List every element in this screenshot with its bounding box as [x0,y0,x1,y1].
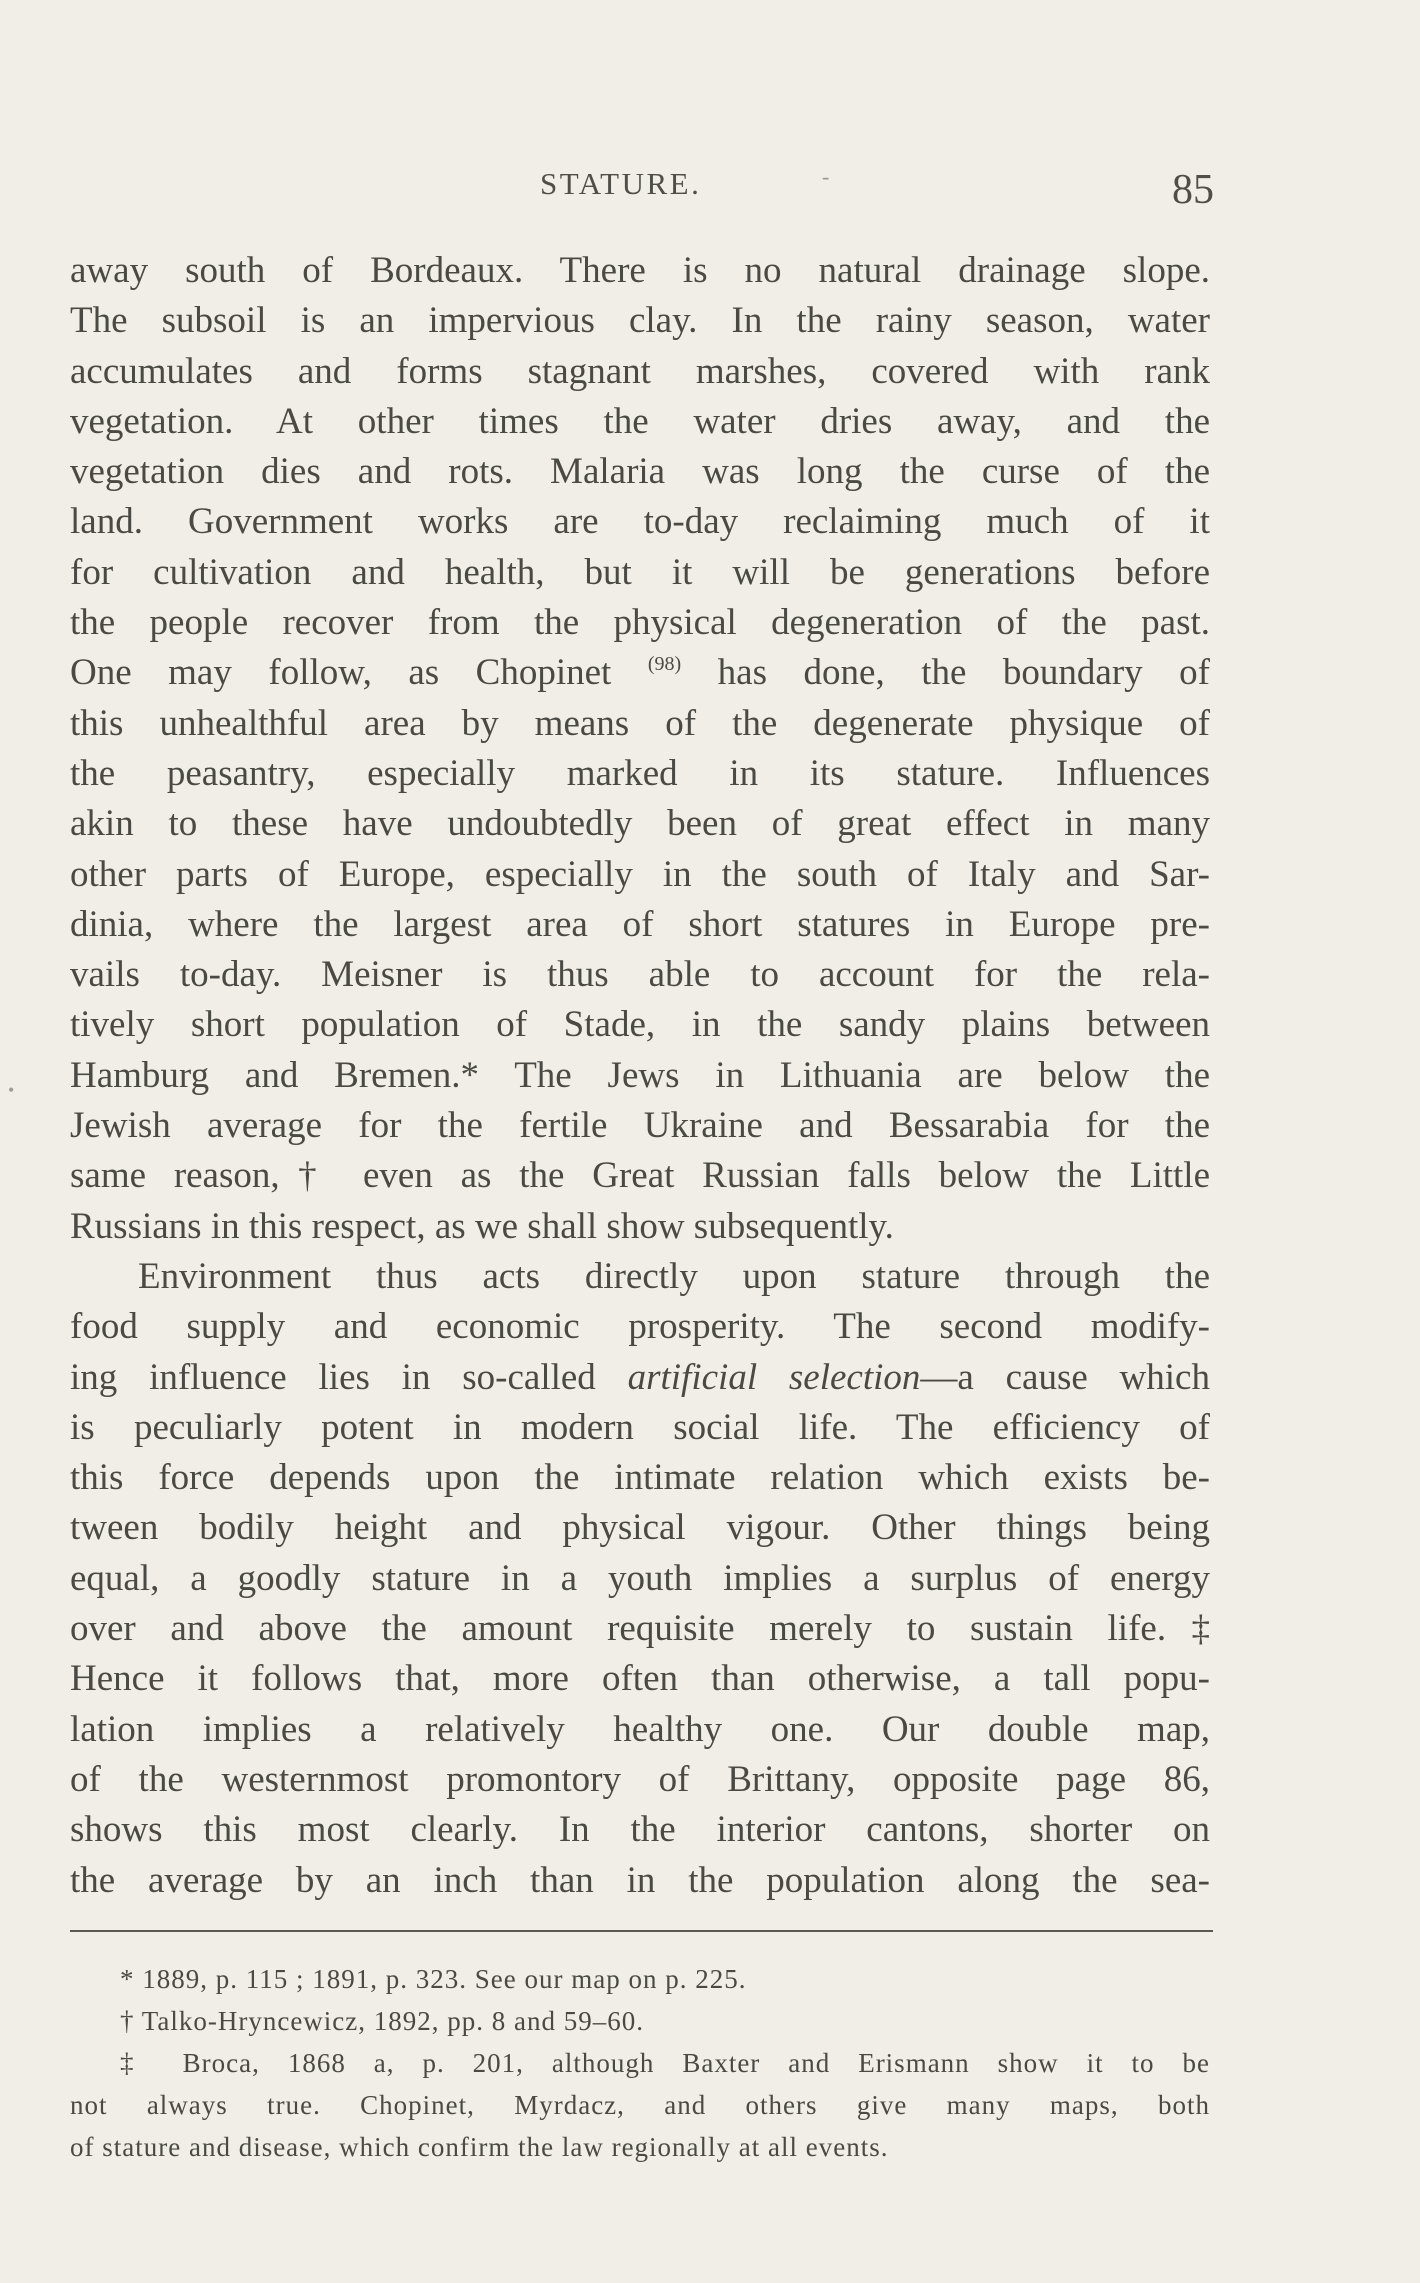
text-line: same reason,† even as the Great Russian falls below the Little [70,1155,1210,1197]
text-line: this unhealthful area by means of the degenerate physique of [70,702,1210,744]
text-line: akin to these have undoubtedly been of great effect in many [70,803,1210,845]
text-line: of the westernmost promontory of Brittany, opposite page 86, [70,1758,1210,1800]
text-line: One may follow, as Chopinet $^{(98)}$ has done, the boundary of [70,652,1210,694]
text-line: lation implies a relatively healthy one. Our double map, [70,1708,1210,1750]
text-line: Jewish average for the fertile Ukraine and Bessarabia for the [70,1105,1210,1147]
text-line: Hence it follows that, more often than otherwise, a tall popu- [70,1658,1210,1700]
citation-superscript: (98) [647,653,682,676]
text-line: this force depends upon the intimate relation which exists be- [70,1457,1210,1499]
text-line: ing influence lies in so-called artificial selection—a cause which [70,1356,1210,1398]
text-line: tively short population of Stade, in the sandy plains between [70,1004,1210,1046]
text-line: tween bodily height and physical vigour. Other things being [70,1507,1210,1549]
text-line: The subsoil is an impervious clay. In the rainy season, water [70,300,1210,342]
text-line: the average by an inch than in the population along the sea- [70,1859,1210,1901]
text-line: equal, a goodly stature in a youth implies a surplus of energy [70,1557,1210,1599]
text-line: for cultivation and health, but it will be generations before [70,551,1210,593]
text-line: over and above the amount requisite merely to sustain life.‡ [70,1608,1210,1650]
text-line: away south of Bordeaux. There is no natural drainage slope. [70,250,1210,291]
running-head [70,160,1214,213]
text-line: Environment thus acts directly upon stature through the [138,1255,1210,1297]
text-line: Russians in this respect, as we shall show subsequently. [70,1205,894,1247]
text-line: Hamburg and Bremen.* The Jews in Lithuania are below the [70,1054,1210,1096]
text-line: food supply and economic prosperity. The second modify- [70,1306,1210,1348]
text-line: the people recover from the physical degeneration of the past. [70,602,1210,644]
margin-mark: • [8,1080,15,1100]
footnote: * 1889, p. 115 ; 1891, p. 323. See our map on p. 225. [120,1964,747,1994]
body-text [70,246,1210,1906]
page-number: 85 [1172,167,1214,213]
footnote-rule [70,1930,1213,1932]
text-line: dinia, where the largest area of short statures in Europe pre- [70,903,1210,945]
footnote: ‡ Broca, 1868 a, p. 201, although Baxter and Erismann show it to be [120,2048,1210,2078]
italic-term: artificial selection [627,1356,921,1398]
text-line: shows this most clearly. In the interior cantons, shorter on [70,1809,1210,1851]
text-line: accumulates and forms stagnant marshes, covered with rank [70,350,1210,392]
running-head-mark: - [822,164,830,189]
footnotes [70,1958,1210,2168]
text-line: land. Government works are to-day reclaiming much of it [70,501,1210,543]
running-head-title: STATURE. [540,166,702,201]
text-line: other parts of Europe, especially in the south of Italy and Sar- [70,853,1210,895]
footnote: † Talko-Hryncewicz, 1892, pp. 8 and 59–60. [120,2006,645,2036]
text-line: vegetation dies and rots. Malaria was long the curse of the [70,451,1210,493]
footnote-continuation: not always true. Chopinet, Myrdacz, and others give many maps, both [70,2090,1210,2120]
text-line: vails to-day. Meisner is thus able to account for the rela- [70,954,1210,996]
text-line: is peculiarly potent in modern social life. The efficiency of [70,1406,1210,1448]
text-line: vegetation. At other times the water dries away, and the [70,400,1210,442]
footnote-continuation: of stature and disease, which confirm the law regionally at all events. [70,2132,889,2162]
text-line: the peasantry, especially marked in its stature. Influences [70,752,1210,794]
